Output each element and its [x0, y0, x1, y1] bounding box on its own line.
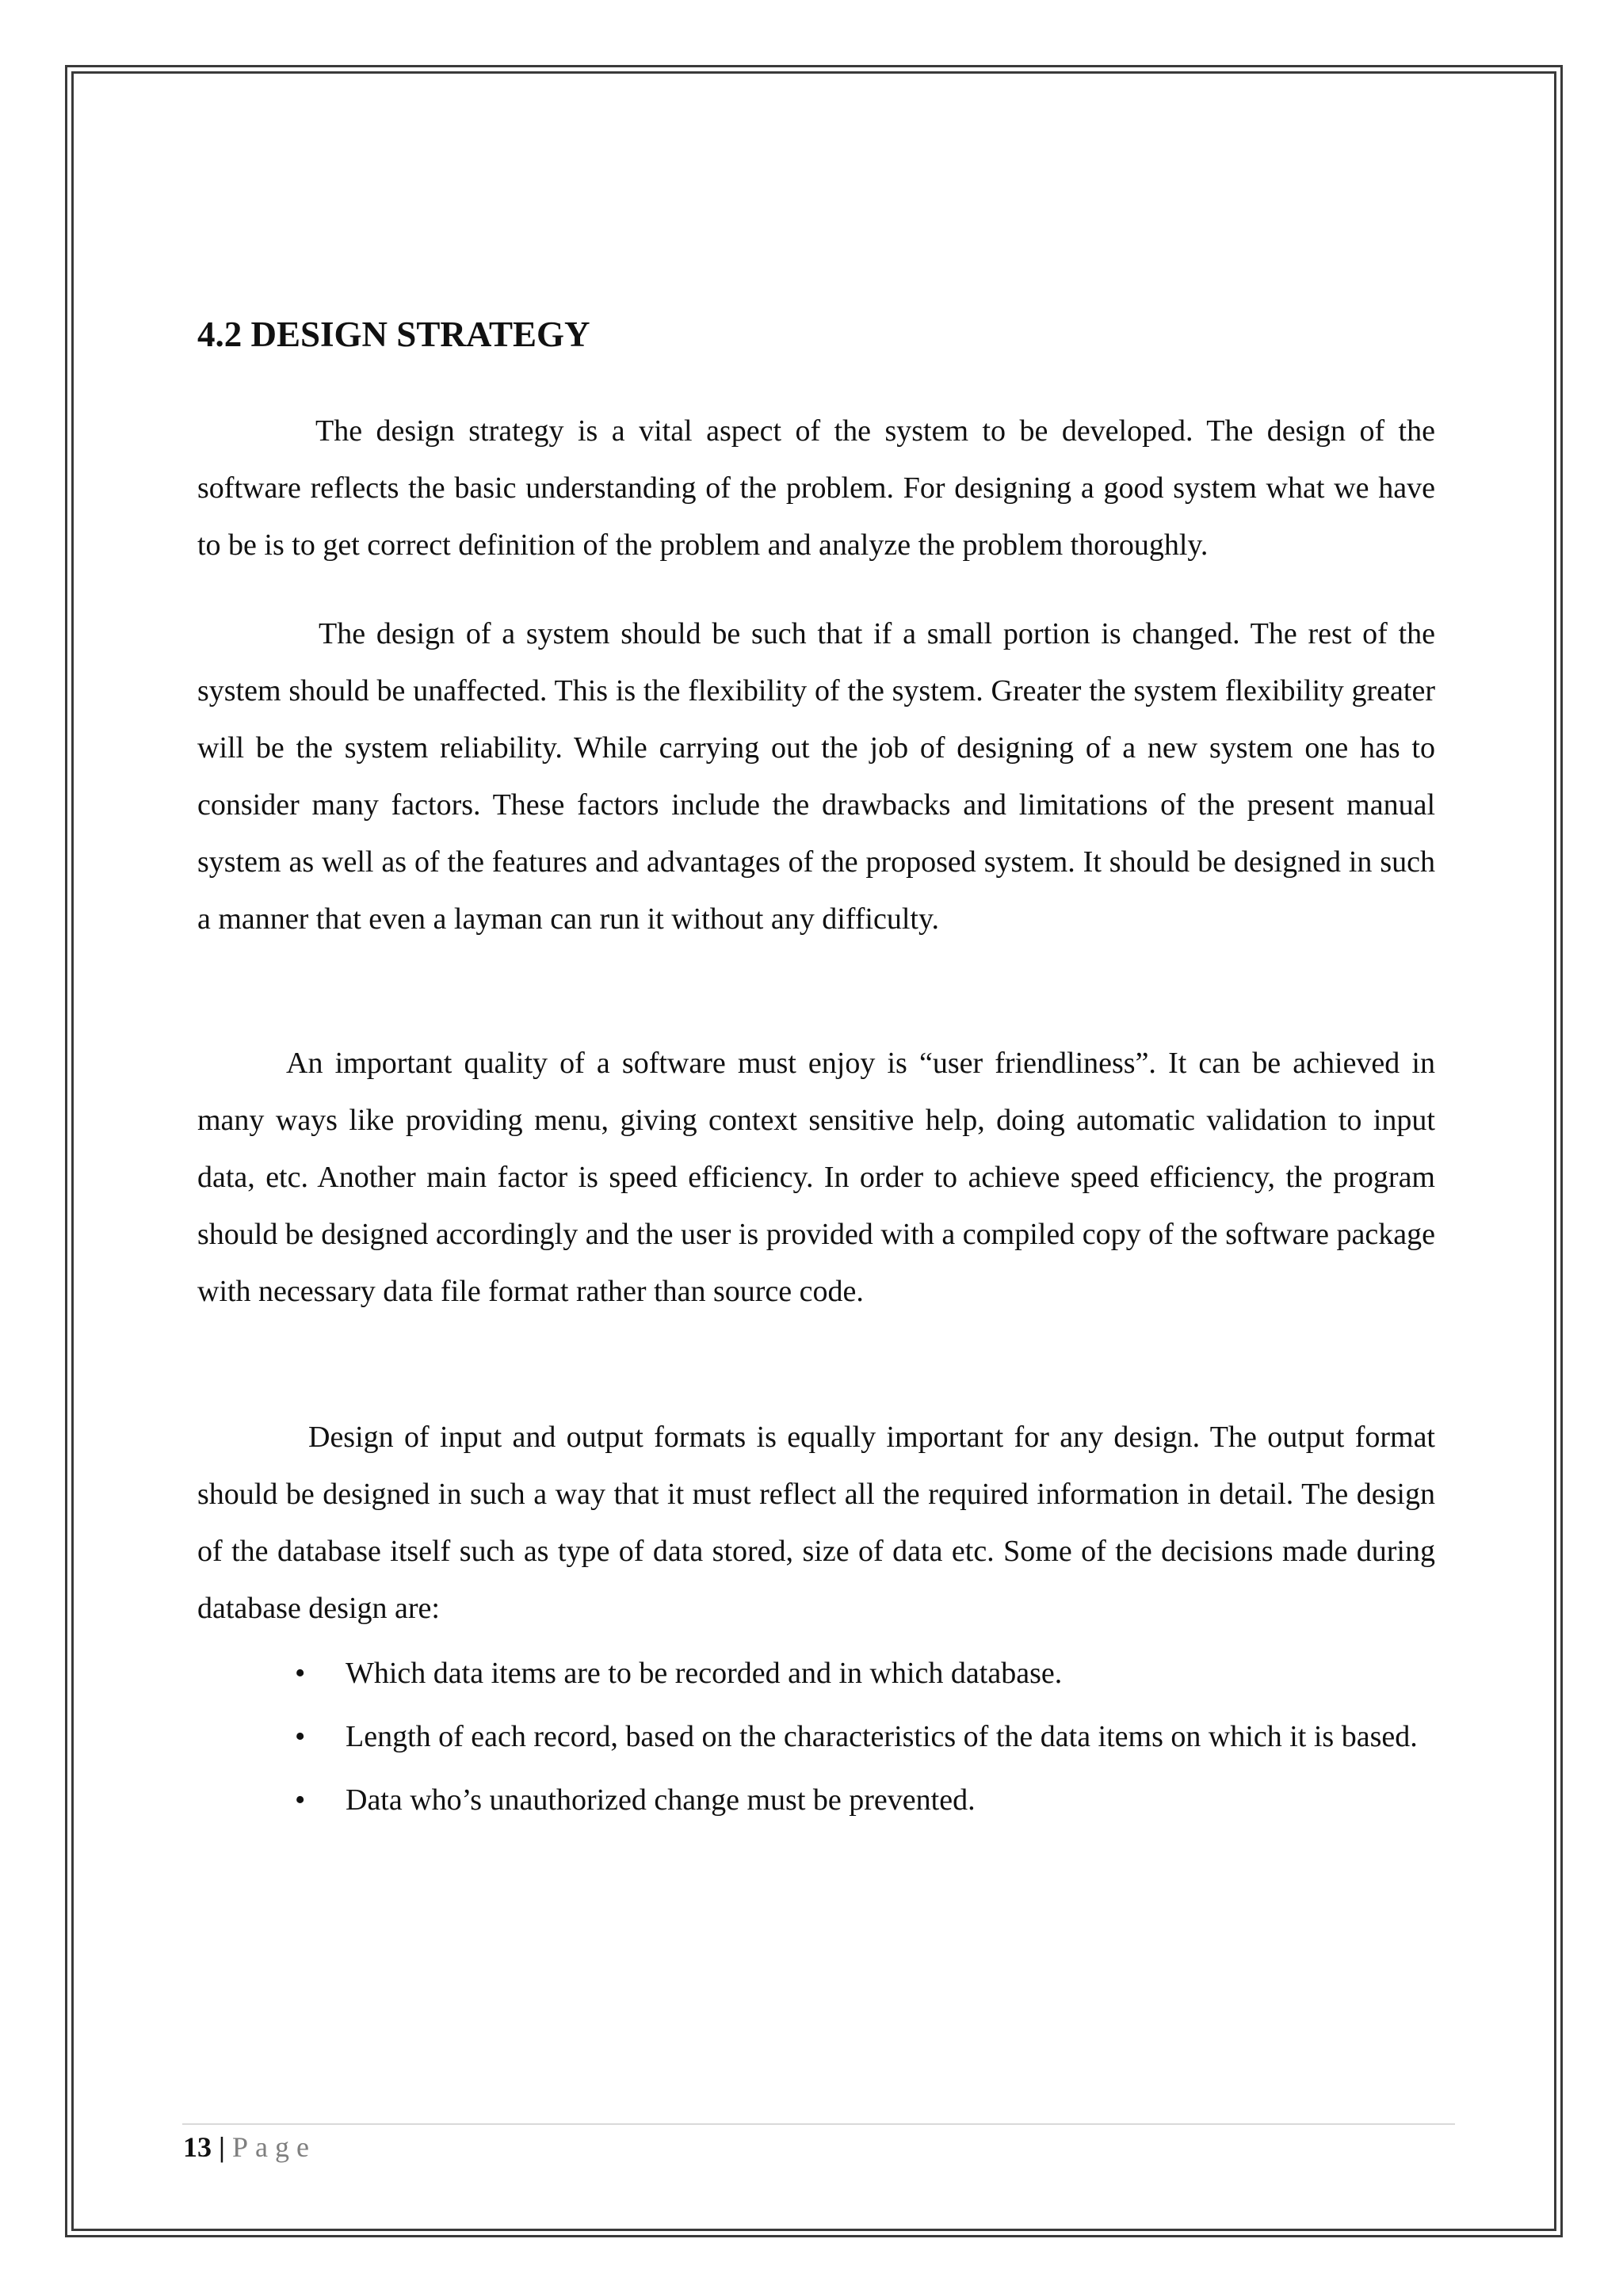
footer-divider	[182, 2123, 1455, 2125]
paragraph-2: The design of a system should be such that if a small portion is changed. The rest of the system should be unaffected. This is the flexibility of the system. Greater the system flexibility greater will be the system reliability. While carrying out the job of designing of a new system one has to consider many factors. These factors include the drawbacks and limitations of the present manual system as well as of the features and advantages of the proposed system. It should be designed in such a manner that even a layman can run it without any difficulty.	[197, 617, 1435, 936]
paragraph-4: Design of input and output formats is equally important for any design. The output format should be designed in such a way that it must reflect all the required information in detail. The design of the database itself such as type of data stored, size of data etc. Some of the decisions made during database design are:	[197, 1421, 1435, 1625]
list-item-text: Which data items are to be recorded and in which database.	[346, 1657, 1063, 1690]
bullet-icon: •	[295, 1720, 306, 1753]
page-footer	[183, 2126, 316, 2168]
bullet-icon: •	[295, 1657, 306, 1690]
list-item	[295, 1645, 1436, 1702]
paragraph-3: An important quality of a software must enjoy is “user friendliness”. It can be achieved in many ways like providing menu, giving context sensitive help, doing automatic validation to input data, etc. Another main factor is speed efficiency. In order to achieve speed efficiency, the program should be designed accordingly and the user is provided with a compiled copy of the software package with necessary data file format rather than source code.	[197, 1047, 1435, 1308]
section-heading: 4.2 DESIGN STRATEGY	[197, 315, 590, 354]
decision-list	[295, 1645, 1436, 1835]
footer-separator: |	[219, 2131, 225, 2163]
list-item	[295, 1772, 1436, 1829]
list-item-text: Length of each record, based on the characteristics of the data items on which it is based.	[346, 1720, 1418, 1753]
page-label: Page	[231, 2131, 316, 2163]
page-number: 13	[183, 2131, 212, 2163]
list-item-text: Data who’s unauthorized change must be prevented.	[346, 1783, 976, 1817]
list-item	[295, 1708, 1436, 1765]
bullet-icon: •	[295, 1783, 306, 1817]
paragraph-1: The design strategy is a vital aspect of the system to be developed. The design of the software reflects the basic understanding of the problem. For designing a good system what we have to be is to get correct definition of the problem and analyze the problem thoroughly.	[197, 414, 1435, 562]
